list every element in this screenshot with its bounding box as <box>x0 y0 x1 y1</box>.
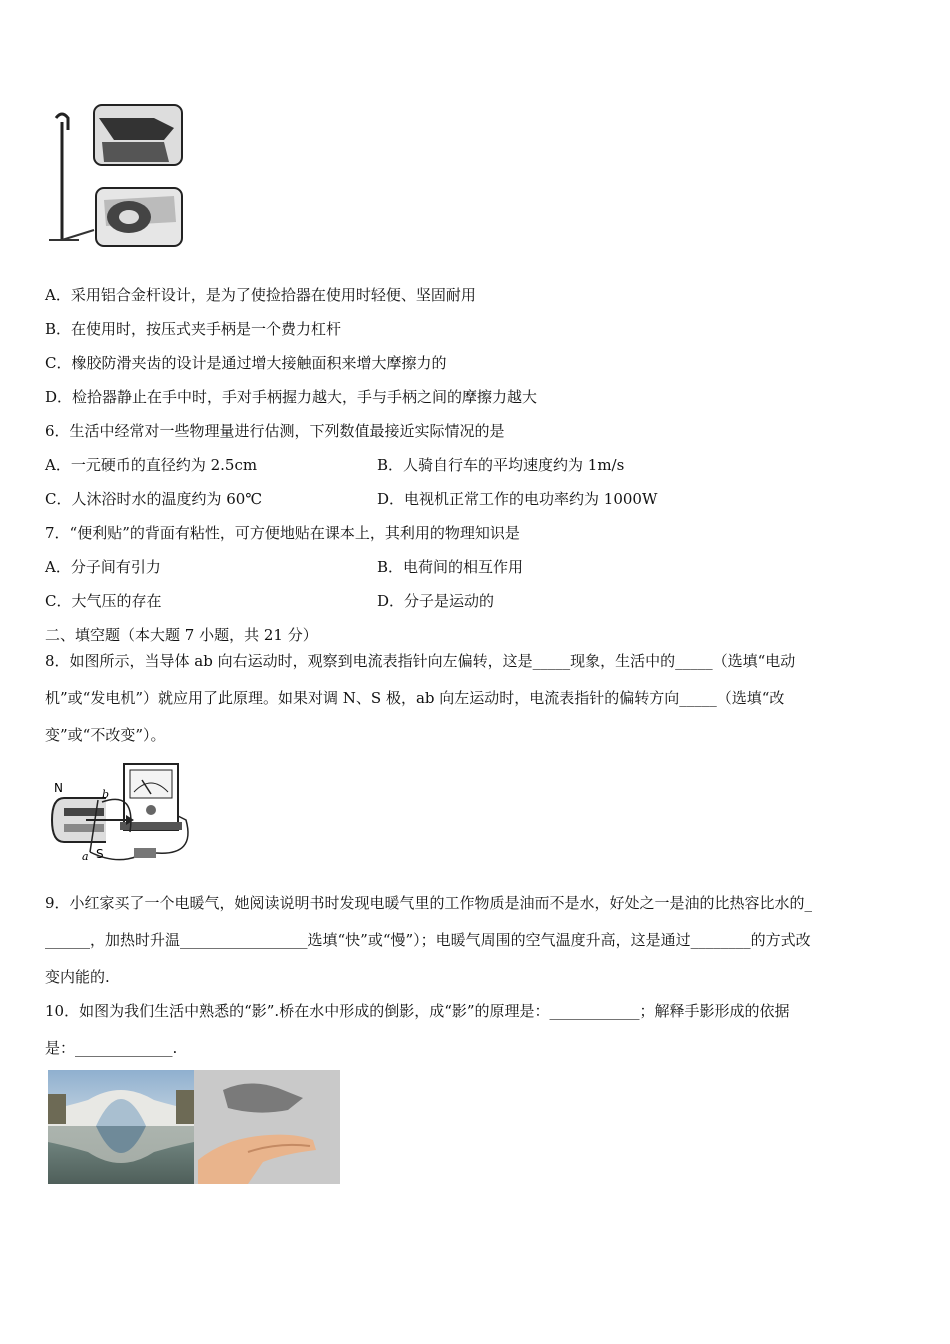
bridge-and-hand-shadow-figure <box>48 1070 340 1184</box>
q6-stem: 6．生活中经常对一些物理量进行估测，下列数值最接近实际情况的是 <box>45 422 505 440</box>
q10-line-1: 10．如图为我们生活中熟悉的“影”.桥在水中形成的倒影，成“影”的原理是：____________；解释手影形成的依据 <box>45 1002 790 1020</box>
picker-tool-figure <box>44 100 189 250</box>
q7-option-b: B．电荷间的相互作用 <box>377 558 524 576</box>
q10-line-2: 是：_____________. <box>45 1039 178 1057</box>
section-2-heading: 二、填空题（本大题 7 小题，共 21 分） <box>45 626 318 644</box>
q6-option-d: D．电视机正常工作的电功率约为 1000W <box>377 490 658 508</box>
induction-experiment-figure <box>46 760 216 870</box>
conductor-a-label: a <box>82 850 89 863</box>
conductor-b-label: b <box>102 788 110 801</box>
q7-stem: 7．“便利贴”的背面有粘性，可方便地贴在课本上，其利用的物理知识是 <box>45 524 520 542</box>
magnet-n-label: N <box>54 781 63 795</box>
q9-line-3: 变内能的. <box>45 968 110 986</box>
magnet-s-label: S <box>96 847 104 861</box>
q9-line-2: ______，加热时升温_________________选填“快”或“慢”）；电暖气周围的空气温度升高，这是通过________的方式改 <box>45 931 811 949</box>
q7-option-d: D．分子是运动的 <box>377 592 495 610</box>
q5-option-b: B．在使用时，按压式夹手柄是一个费力杠杆 <box>45 320 342 338</box>
q6-option-b: B．人骑自行车的平均速度约为 1m/s <box>377 456 625 474</box>
q7-option-a: A．分子间有引力 <box>45 558 161 576</box>
q5-option-a: A．采用铝合金杆设计，是为了使捡拾器在使用时轻便、坚固耐用 <box>45 286 476 304</box>
q6-option-c: C．人沐浴时水的温度约为 60℃ <box>45 490 263 508</box>
q8-line-2: 机”或“发电机”）就应用了此原理。如果对调 N、S 极，ab 向左运动时，电流表指针的偏转方向_____（选填“改 <box>45 689 785 707</box>
q7-option-c: C．大气压的存在 <box>45 592 162 610</box>
q5-option-c: C．橡胶防滑夹齿的设计是通过增大接触面积来增大摩擦力的 <box>45 354 447 372</box>
q8-line-1: 8．如图所示，当导体 ab 向右运动时，观察到电流表指针向左偏转，这是_____现象，生活中的_____（选填“电动 <box>45 652 796 670</box>
q8-line-3: 变”或“不改变”）。 <box>45 726 166 744</box>
q9-line-1: 9．小红家买了一个电暖气，她阅读说明书时发现电暖气里的工作物质是油而不是水，好处之一是油的比热容比水的_ <box>45 894 813 912</box>
q6-option-a: A．一元硬币的直径约为 2.5cm <box>45 456 258 474</box>
q5-option-d: D．检拾器静止在手中时，手对手柄握力越大，手与手柄之间的摩擦力越大 <box>45 388 538 406</box>
